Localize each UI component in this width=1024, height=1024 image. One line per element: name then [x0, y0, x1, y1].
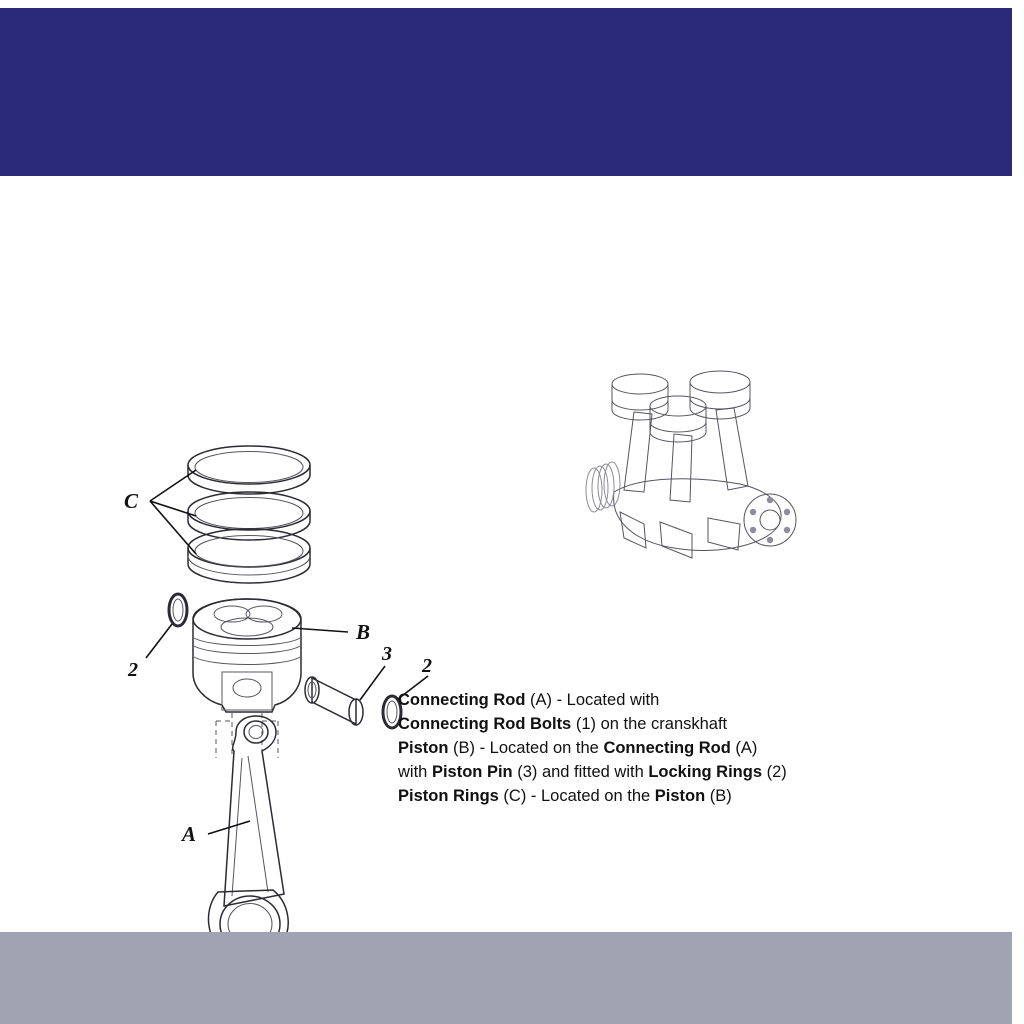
caption-line-3: Piston (B) - Located on the Connecting Rod (A)	[398, 739, 758, 757]
header-band	[0, 8, 1012, 176]
piston-rings-group	[124, 446, 310, 583]
callout-label-2-right: 2	[422, 655, 432, 677]
caption-line-5: Piston Rings (C) - Located on the Piston (B)	[398, 787, 732, 805]
caption-line-4: with Piston Pin (3) and fitted with Locking Rings (2)	[398, 763, 787, 781]
caption-block	[398, 688, 868, 808]
locking-ring-left	[127, 594, 187, 681]
callout-label-3: 3	[382, 643, 392, 665]
piston-group	[193, 599, 370, 758]
caption-line-2: Connecting Rod Bolts (1) on the cranskhaft	[398, 715, 728, 733]
crankshaft-assembly-thumbnail	[586, 371, 796, 558]
callout-label-a: A	[182, 822, 197, 846]
callout-label-b: B	[356, 620, 371, 644]
footer-band	[0, 932, 1012, 1024]
connecting-rod-group	[180, 716, 312, 960]
callout-label-2-left: 2	[128, 659, 138, 681]
right-gutter	[1012, 0, 1024, 1024]
exploded-diagram	[0, 176, 1012, 932]
piston-pin-group	[305, 643, 392, 725]
callout-label-c: C	[124, 489, 139, 513]
caption-line-1: Connecting Rod (A) - Located with	[398, 691, 660, 709]
